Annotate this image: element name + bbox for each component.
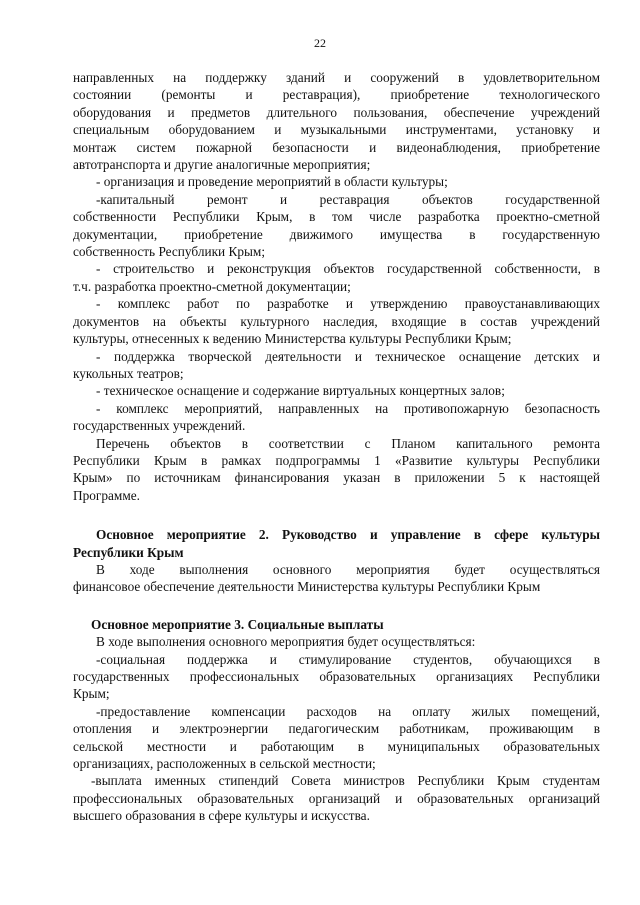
text-line: В ходе выполнения основного мероприятия будет осуществляться [96,561,600,577]
text-line: государственных учреждений. [73,418,246,434]
text-line: состоянии (ремонты и реставрация), приобретение технологического [73,87,600,103]
list-item-students [73,651,600,703]
text-line: -выплата именных стипендий Совета министров Республики Крым студентам [91,773,600,789]
text-line: культуры, отнесенных к ведению Министерства культуры Республики Крым; [73,331,512,347]
text-line: высшего образования в сфере культуры и искусства. [73,808,370,824]
text-line: организациях, расположенных в сельской местности; [73,756,376,772]
section-2-heading [73,526,600,561]
text-line: Крым; [73,686,110,702]
text-line: профессиональных образовательных организаций и образовательных организаций [73,790,600,806]
list-item-scholarships [73,772,600,824]
section-spacer [73,596,600,616]
heading-line: Республики Крым [73,544,184,560]
paragraph-activities-continuation [73,69,600,173]
text-line: направленных на поддержку зданий и сооружений в удовлетворительном [73,70,600,85]
section-3-heading [73,616,600,633]
section-spacer [73,504,600,526]
text-line: сельской местности и работающим в муниципальных образовательных [73,738,600,754]
text-line: - техническое оснащение и содержание виртуальных концертных залов; [96,383,505,399]
text-line: Республики Крым в рамках подпрограммы 1 «Развитие культуры Республики [73,452,600,468]
text-line: автотранспорта и другие аналогичные мероприятия; [73,157,371,173]
text-line: собственность Республики Крым; [73,244,266,260]
text-line: документации, приобретение движимого имущества в государственную [73,226,600,242]
list-item-fire-safety [73,400,600,435]
text-line: - поддержка творческой деятельности и техническое оснащение детских и [96,348,600,364]
text-line: документов на объекты культурного наследия, входящие в состав учреждений [73,313,600,329]
list-item-heritage [73,295,600,347]
text-line: В ходе выполнения основного мероприятия будет осуществляться: [96,634,476,650]
section-3-intro [73,633,600,650]
text-line: специальным оборудованием и музыкальными инструментами, установку и [73,122,600,138]
heading-line: Основное мероприятие 3. Социальные выплаты [91,616,384,632]
text-line: Крым» по источникам финансирования указан в приложении 5 к настоящей [73,470,600,486]
text-line: Перечень объектов в соответствии с Планом капитального ремонта [96,435,600,451]
list-item-theaters [73,348,600,383]
document-body [73,69,600,825]
text-line: собственности Республики Крым, в том числе разработка проектно-сметной [73,209,600,225]
text-line: кукольных театров; [73,365,184,381]
text-line: оборудования и предметов длительного пользования, обеспечение учреждений [73,104,600,120]
text-line: - комплекс работ по разработке и утверждению правоустанавливающих [96,296,600,312]
text-line: - комплекс мероприятий, направленных на противопожарную безопасность [96,400,600,416]
text-line: Программе. [73,487,140,503]
text-line: т.ч. разработка проектно-сметной документации; [73,278,351,294]
text-line: государственных профессиональных образовательных организациях Республики [73,669,600,684]
section-2-text [73,561,600,596]
text-line: монтаж систем пожарной безопасности и видеонаблюдения, приобретение [73,139,600,155]
text-line: -капитальный ремонт и реставрация объектов государственной [96,191,600,207]
text-line: -предоставление компенсации расходов на оплату жилых помещений, [96,703,600,719]
text-line: отопления и электроэнергии педагогическим работникам, проживающим в [73,721,600,737]
list-item-construction [73,260,600,295]
list-item-compensation [73,703,600,773]
page-number: 22 [314,36,326,50]
list-item-culture-events [73,173,600,190]
text-line: - организация и проведение мероприятий в области культуры; [96,174,448,190]
text-line: финансовое обеспечение деятельности Министерства культуры Республики Крым [73,579,541,595]
paragraph-list-of-objects [73,435,600,505]
text-line: -социальная поддержка и стимулирование студентов, обучающихся в [96,651,600,667]
text-line: - строительство и реконструкция объектов государственной собственности, в [96,261,600,277]
heading-line: Основное мероприятие 2. Руководство и управление в сфере культуры [96,527,600,543]
list-item-virtual-halls [73,382,600,399]
list-item-capital-repair [73,191,600,261]
